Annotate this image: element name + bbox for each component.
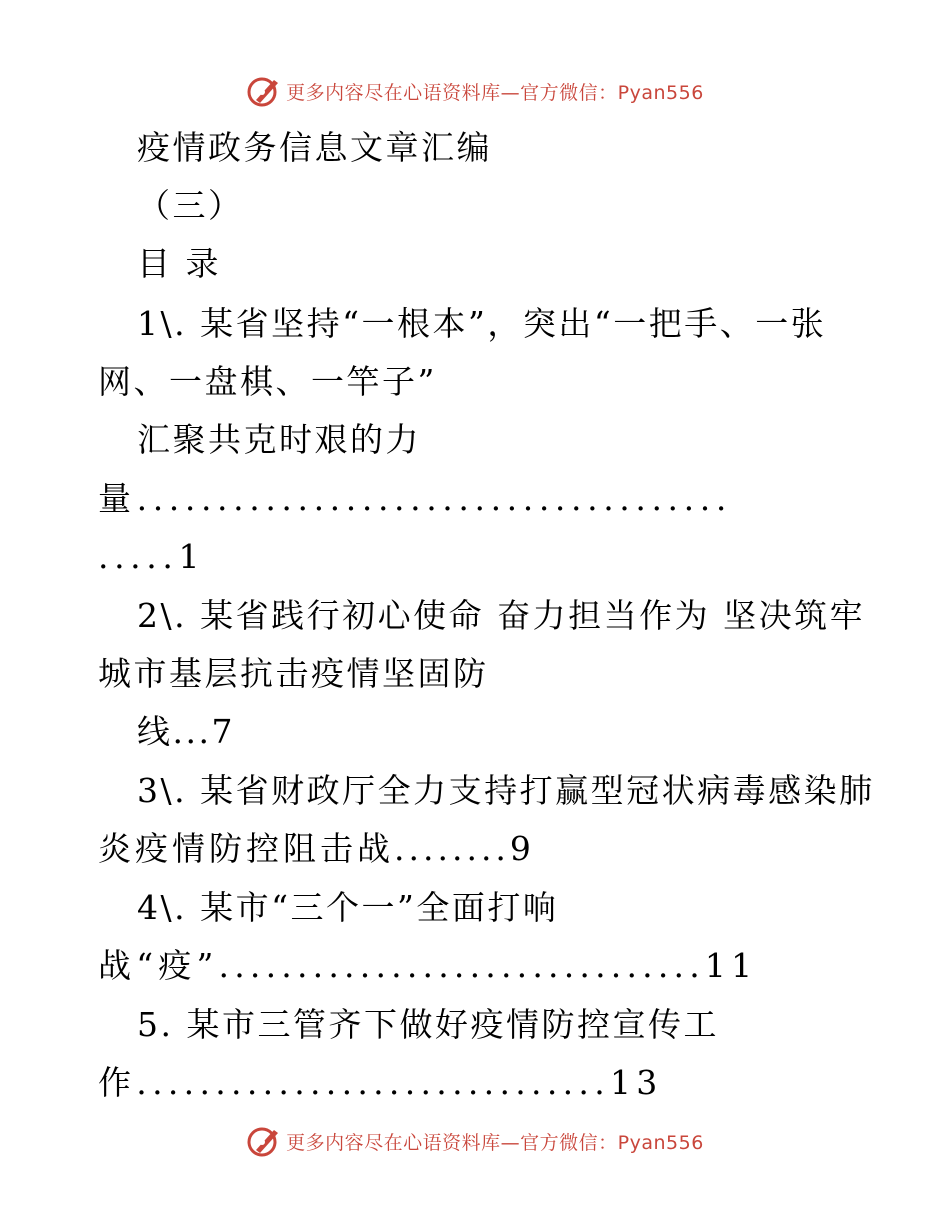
toc-line-2: 网、一盘棋、一竿子”	[98, 362, 437, 401]
toc-line-5: .....1	[98, 537, 206, 576]
toc-line-8: 线...7	[137, 712, 235, 751]
toc-line-13: 5. 某市三管齐下做好疫情防控宣传工	[137, 1005, 719, 1044]
toc-line-14: 作..............................13	[98, 1063, 663, 1102]
toc-heading: 目 录	[137, 244, 221, 283]
document-title: 疫情政务信息文章汇编	[137, 128, 492, 167]
watermark-text: 更多内容尽在心语资料库—官方微信：Pyan556	[286, 81, 704, 104]
toc-line-12: 战“疫”...............................11	[98, 946, 758, 985]
document-volume: （三）	[137, 186, 244, 225]
toc-line-7: 城市基层抗击疫情坚固防	[98, 654, 489, 693]
toc-line-9: 3\. 某省财政厅全力支持打赢型冠状病毒感染肺	[137, 771, 875, 810]
watermark-top	[0, 74, 950, 108]
toc-line-10: 炎疫情防控阻击战........9	[98, 829, 535, 868]
toc-line-6: 2\. 某省践行初心使命 奋力担当作为 坚决筑牢	[137, 596, 866, 635]
toc-line-4: 量.....................................	[98, 479, 732, 518]
pen-logo-icon	[246, 74, 282, 108]
pen-logo-icon	[246, 1124, 282, 1158]
watermark-text: 更多内容尽在心语资料库—官方微信：Pyan556	[286, 1131, 704, 1154]
toc-line-1: 1\. 某省坚持“一根本”，突出“一把手、一张	[137, 304, 827, 343]
watermark-bottom	[0, 1124, 950, 1158]
toc-line-11: 4\. 某市“三个一”全面打响	[137, 888, 559, 927]
toc-line-3: 汇聚共克时艰的力	[137, 420, 421, 459]
